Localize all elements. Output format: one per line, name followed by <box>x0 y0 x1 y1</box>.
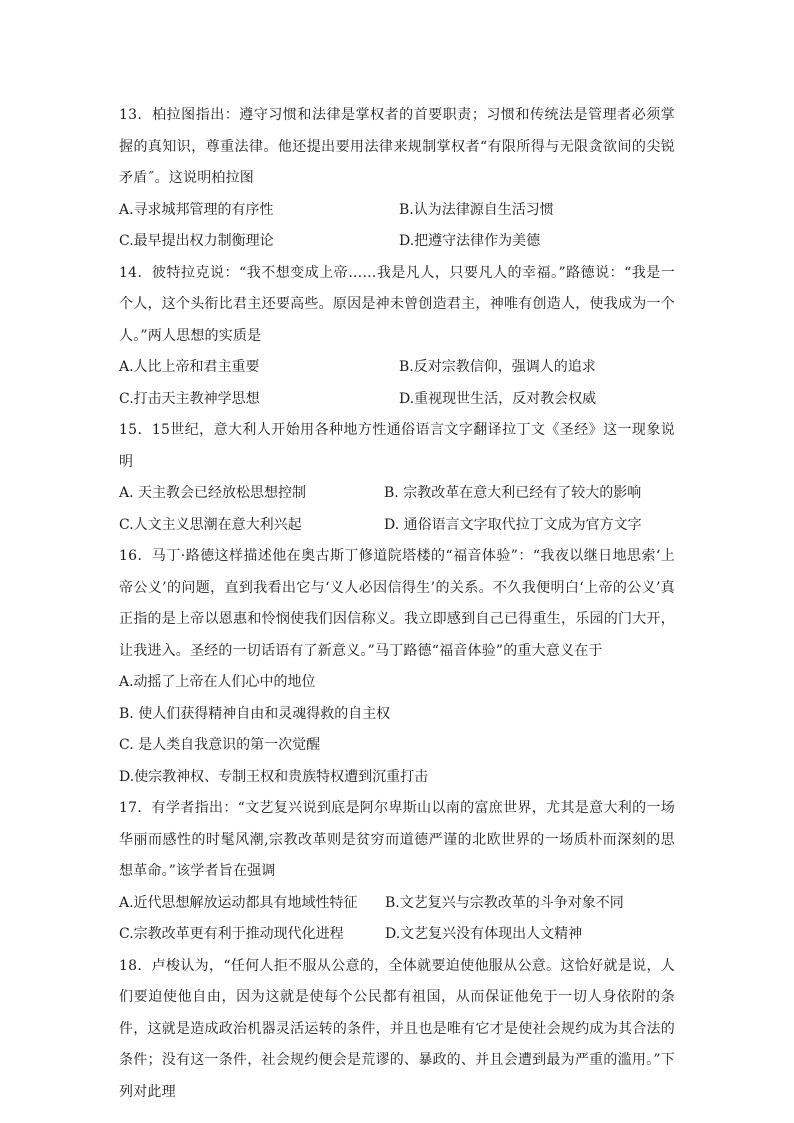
option-row <box>119 195 675 227</box>
question-stem: 17．有学者指出：“文艺复兴说到底是阿尔卑斯山以南的富庶世界，尤其是意大利的一场华丽而感性的时髦风潮,宗教改革则是贫穷而道德严谨的北欧世界的一场质朴而深刻的思想革命。”该学者旨在强调 <box>119 800 675 879</box>
option-d: D.重视现世生活，反对教会权威 <box>399 390 597 407</box>
option-c: C.最早提出权力制衡理论 <box>119 233 274 249</box>
question-stem: 18．卢梭认为，“任何人拒不服从公意的，全体就要迫使他服从公意。这恰好就是说，人们要迫使他自由，因为这就是使每个公民都有祖国，从而保证他免于一切人身依附的条件，这就是造成政治机器灵活运转的条件，并且也是唯有它才是使社会规约成为其合法的条件；没有这一条件，社会规约便会是荒谬的、暴政的、并且会遭到最为严重的滥用。”下列对此理 <box>119 957 675 1100</box>
option-a: A.寻求城邦管理的有序性 <box>119 201 274 218</box>
option-d: D.把遵守法律作为美德 <box>399 233 541 249</box>
option-c: C.宗教改革更有利于推动现代化进程 <box>119 926 344 942</box>
option-d: D. 通俗语言文字取代拉丁文成为官方文字 <box>384 516 642 533</box>
option-row <box>119 384 675 416</box>
option-b: B. 宗教改革在意大利已经有了较大的影响 <box>384 485 642 501</box>
question-17 <box>119 793 675 951</box>
option-c: C.人文主义思潮在意大利兴起 <box>119 516 302 533</box>
option-row <box>119 919 675 951</box>
option-d: D.文艺复兴没有体现出人文精神 <box>385 926 583 942</box>
question-16 <box>119 541 675 793</box>
option-b: B. 使人们获得精神自由和灵魂得救的自主权 <box>119 705 391 722</box>
option-a: A.动摇了上帝在人们心中的地位 <box>119 674 316 690</box>
option-d: D.使宗教神权、专制王权和贵族特权遭到沉重打击 <box>119 768 429 785</box>
option-a: A.近代思想解放运动都具有地域性特征 <box>119 894 358 911</box>
exam-page <box>119 100 675 1108</box>
question-stem: 13．柏拉图指出：遵守习惯和法律是掌权者的首要职责；习惯和传统法是管理者必须掌握的真知识，尊重法律。他还提出要用法律来规制掌权者“有限所得与无限贪欲间的尖锐矛盾˝。这说明柏拉图 <box>119 107 675 186</box>
option-row <box>119 510 675 542</box>
option-row <box>119 888 675 920</box>
question-13 <box>119 100 675 258</box>
option-b: B.认为法律源自生活习惯 <box>399 201 554 218</box>
question-15 <box>119 415 675 541</box>
option-a: A.人比上帝和君主重要 <box>119 359 260 375</box>
question-18 <box>119 951 675 1109</box>
option-row <box>119 352 675 384</box>
question-14 <box>119 258 675 416</box>
option-a: A. 天主教会已经放松思想控制 <box>119 485 307 501</box>
option-c: C. 是人类自我意识的第一次觉醒 <box>119 737 321 753</box>
option-b: B.文艺复兴与宗教改革的斗争对象不同 <box>385 894 624 911</box>
option-c: C.打击天主教神学思想 <box>119 390 260 407</box>
question-stem: 15．15世纪，意大利人开始用各种地方性通俗语言文字翻译拉丁文《圣经》这一现象说明 <box>119 422 675 470</box>
question-stem: 14．彼特拉克说：“我不想变成上帝……我是凡人，只要凡人的幸福。”路德说：“我是一个人，这个头衔比君主还要高些。原因是神未曾创造君主，神唯有创造人，使我成为一个人。”两人思想的实质是 <box>119 264 675 344</box>
option-row <box>119 226 675 258</box>
question-stem: 16．马丁·路德这样描述他在奥古斯丁修道院塔楼的“福音体验”：“我夜以继日地思索‘上帝公义’的问题，直到我看出它与‘义人必因信得生’的关系。不久我便明白‘上帝的公义’真正指的是上帝以恩惠和怜悯使我们因信称义。我立即感到自己已得重生，乐园的门大开，让我进入。圣经的一切话语有了新意义。”马丁路德“福音体验”的重大意义在于 <box>119 548 675 659</box>
option-row <box>119 478 675 510</box>
option-b: B.反对宗教信仰，强调人的追求 <box>399 359 596 375</box>
